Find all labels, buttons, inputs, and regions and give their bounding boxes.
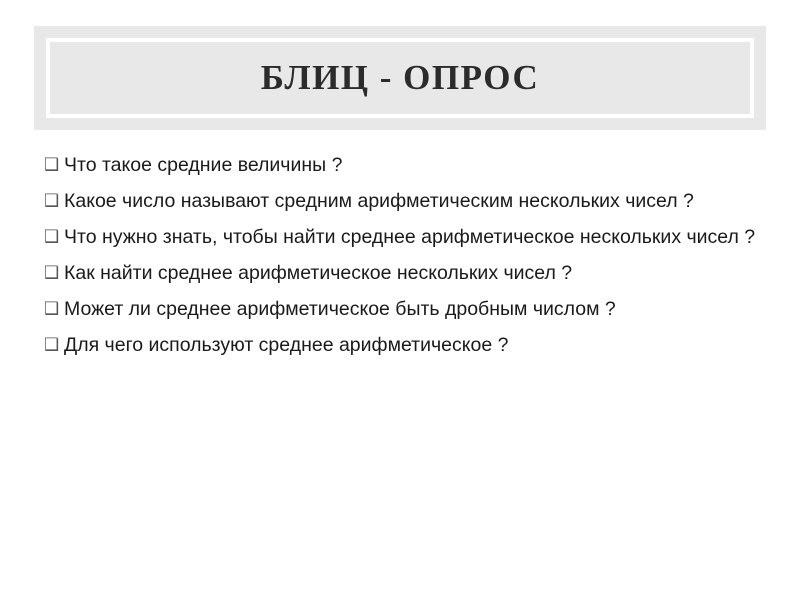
bullet-square-icon: ❑ (44, 335, 60, 355)
bullet-square-icon: ❑ (44, 263, 60, 283)
list-item (44, 222, 756, 252)
title-band (34, 26, 766, 130)
list-item-text: Что такое средние величины ? (64, 154, 343, 176)
slide-title: БЛИЦ - ОПРОС (260, 57, 540, 97)
bullet-square-icon: ❑ (44, 299, 60, 319)
bullet-list (44, 150, 756, 366)
list-item-text: Может ли среднее арифметическое быть дробным числом ? (64, 298, 616, 320)
list-item (44, 150, 756, 180)
list-item (44, 294, 756, 324)
bullet-square-icon: ❑ (44, 191, 60, 211)
bullet-square-icon: ❑ (44, 155, 60, 175)
list-item-text: Какое число называют средним арифметическим нескольких чисел ? (64, 190, 694, 212)
list-item (44, 186, 756, 216)
list-item (44, 330, 756, 360)
list-item-text: Для чего используют среднее арифметическое ? (64, 334, 509, 356)
list-item-text: Как найти среднее арифметическое нескольких чисел ? (64, 262, 573, 284)
bullet-square-icon: ❑ (44, 227, 60, 247)
list-item-text: Что нужно знать, чтобы найти среднее арифметическое нескольких чисел ? (64, 226, 756, 248)
title-frame (46, 38, 754, 118)
list-item (44, 258, 756, 288)
